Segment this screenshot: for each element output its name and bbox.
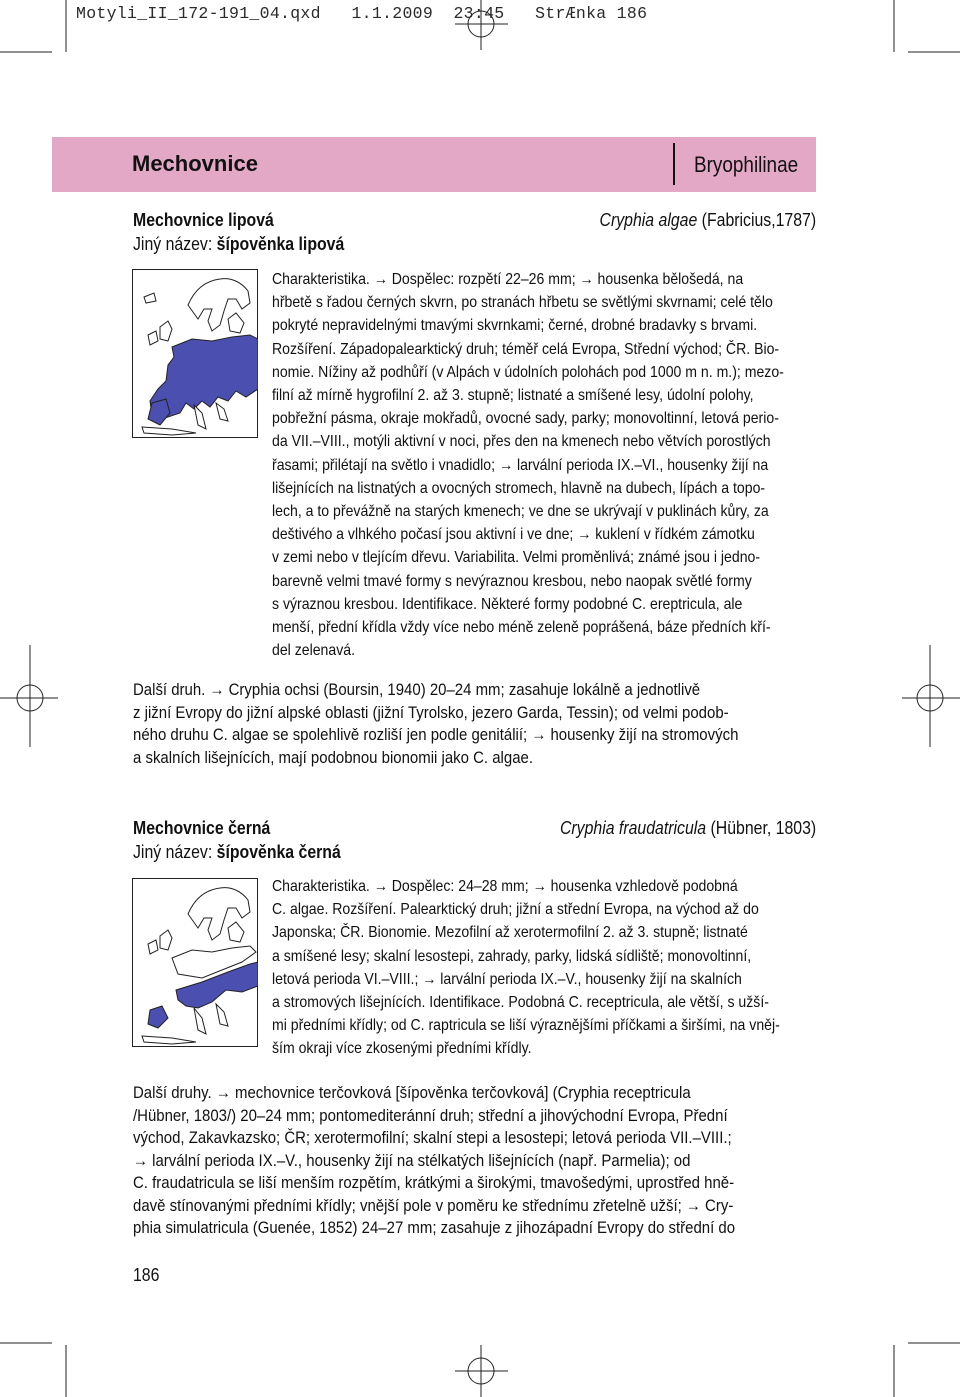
text-line: v zemi nebo v tlejícím dřevu. Variabilita. Velmi proměnlivá; známé jsou i jedno- xyxy=(272,549,761,567)
species1-latin-name: Cryphia algae (Fabricius,1787) xyxy=(599,210,816,230)
text-line: lech, a to převážně na starých kmenech; ve dne se ukrývají v puklinách kůry, za xyxy=(272,503,769,521)
species2-latin-name: Cryphia fraudatricula (Hübner, 1803) xyxy=(559,818,816,838)
species2-name: Mechovnice černá xyxy=(133,818,271,838)
text-line: barevně velmi tmavé formy s nevýraznou kresbou, nebo naopak světlé formy xyxy=(272,572,752,590)
text-line: a stromových lišejnících. Identifikace. Podobná C. receptricula, ale větší, s užší- xyxy=(272,994,769,1012)
text-line: Další druhy. → mechovnice terčovková [šípověnka terčovková] (Cryphia receptricula xyxy=(133,1083,691,1102)
text-line: da VII.–VIII., motýli aktivní v noci, přes den na kmenech nebo větvích porostlých xyxy=(272,433,771,451)
text-line: → larvální perioda IX.–V., housenky žijí na stélkatých lišejnících (např. Parmelia); od xyxy=(133,1150,691,1170)
text-line: pobřežní pásma, okraje mokřadů, ovocné sady, parky; monovoltinní, letová perio- xyxy=(272,410,779,428)
species2-description xyxy=(272,875,890,1061)
section-title: Mechovnice xyxy=(132,151,258,176)
species1-description xyxy=(272,268,890,662)
text-line: východ, Zakavkazsko; ČR; xerotermofilní; skalní stepi a lesostepi; letová perioda VII.–VIII.; xyxy=(133,1128,732,1147)
text-line: hřbetě s řadou černých skvrn, po stranách hřbetu se světlými skvrnami; celé tělo xyxy=(272,294,773,312)
species2-distribution-map xyxy=(132,878,258,1047)
species2-alt-name: Jiný název: šípověnka černá xyxy=(133,842,341,862)
species1-alt-name: Jiný název: šípověnka lipová xyxy=(133,234,345,254)
text-line: a skalních lišejnících, mají podobnou bionomii jako C. algae. xyxy=(133,747,534,767)
text-line: C. fraudatricula se liší menším rozpětím, krátkými a širokými, tmavošedými, uprostřed hně- xyxy=(133,1173,735,1192)
subfamily-name: Bryophilinae xyxy=(694,152,799,177)
text-line: Charakteristika. → Dospělec: 24–28 mm; → housenka vzhledově podobná xyxy=(272,878,738,895)
text-line: Rozšíření. Západopalearktický druh; téměř celá Evropa, Střední východ; ČR. Bio- xyxy=(272,340,780,358)
section-divider xyxy=(673,143,675,185)
file-header: Motyli_II_172-191_04.qxd 1.1.2009 23:45 StrÆnka 186 xyxy=(76,4,648,23)
species1-further-species xyxy=(133,679,911,769)
text-line: menší, přední křídla vždy více nebo méně zeleně poprášená, báze předních kří- xyxy=(272,619,771,637)
text-line: s výraznou kresbou. Identifikace. Některé formy podobné C. ereptricula, ale xyxy=(272,595,743,613)
text-line: del zelenavá. xyxy=(272,642,355,660)
text-line: C. algae. Rozšíření. Palearktický druh; jižní a střední Evropa, na východ až do xyxy=(272,901,759,919)
text-line: letová perioda VI.–VIII.; → larvální perioda IX.–V., housenky žijí na skalních xyxy=(272,970,742,988)
species1-name: Mechovnice lipová xyxy=(133,210,274,230)
text-line: nomie. Nížiny až podhůří (v Alpách v údolních polohách pod 1000 m n. m.); mezo- xyxy=(272,363,784,381)
text-line: ného druhu C. algae se spolehlivě rozliší jen podle genitálií; → housenky žijí na stromových xyxy=(133,725,739,744)
text-line: a smíšené lesy; skalní lesostepi, zahrady, parky, lidská sídliště; monovoltinní, xyxy=(272,947,752,965)
text-line: ším okraji více zkosenými předními křídly. xyxy=(272,1040,532,1058)
species2-further-species xyxy=(133,1082,911,1240)
text-line: filní až mírně hygrofilní 2. až 3. stupně; listnaté a smíšené lesy, údolní polohy, xyxy=(272,387,754,405)
text-line: deštivého a vlhkého počasí jsou aktivní i ve dne; → kuklení v řídkém zámotku xyxy=(272,526,755,544)
text-line: Další druh. → Cryphia ochsi (Boursin, 1940) 20–24 mm; zasahuje lokálně a jednotlivě xyxy=(133,680,701,699)
text-line: mi předními křídly; od C. raptricula se liší výraznějšími příčkami a širšími, na vněj- xyxy=(272,1017,780,1035)
text-line: /Hübner, 1803/) 20–24 mm; pontomediteránní druh; střední a jihovýchodní Evropa, Přední xyxy=(133,1105,728,1125)
text-line: Japonska; ČR. Bionomie. Mezofilní až xerotermofilní 2. až 3. stupně; listnaté xyxy=(272,924,748,942)
page-number: 186 xyxy=(133,1265,160,1285)
text-line: pokryté nepravidelnými tmavými skvrnkami; černé, drobné bradavky s brvami. xyxy=(272,317,758,335)
text-line: Charakteristika. → Dospělec: rozpětí 22–26 mm; → housenka bělošedá, na xyxy=(272,271,744,288)
text-line: davě stínovanými předními křídly; vnější pole v poměru ke střednímu zřetelně užší; → Cry- xyxy=(133,1195,734,1215)
species1-distribution-map xyxy=(132,269,258,438)
text-line: řasami; přilétají na světlo i vnadidlo; → larvální perioda IX.–VI., housenky žijí na xyxy=(272,456,769,474)
text-line: phia simulatricula (Guenée, 1852) 24–27 mm; zasahuje z jihozápadní Evropy do střední do xyxy=(133,1218,736,1237)
text-line: lišejnících na listnatých a ovocných stromech, hlavně na dubech, lípách a topo- xyxy=(272,479,766,497)
text-line: z jižní Evropy do jižní alpské oblasti (jižní Tyrolsko, jezero Garda, Tessin); od velmi podob- xyxy=(133,702,729,722)
